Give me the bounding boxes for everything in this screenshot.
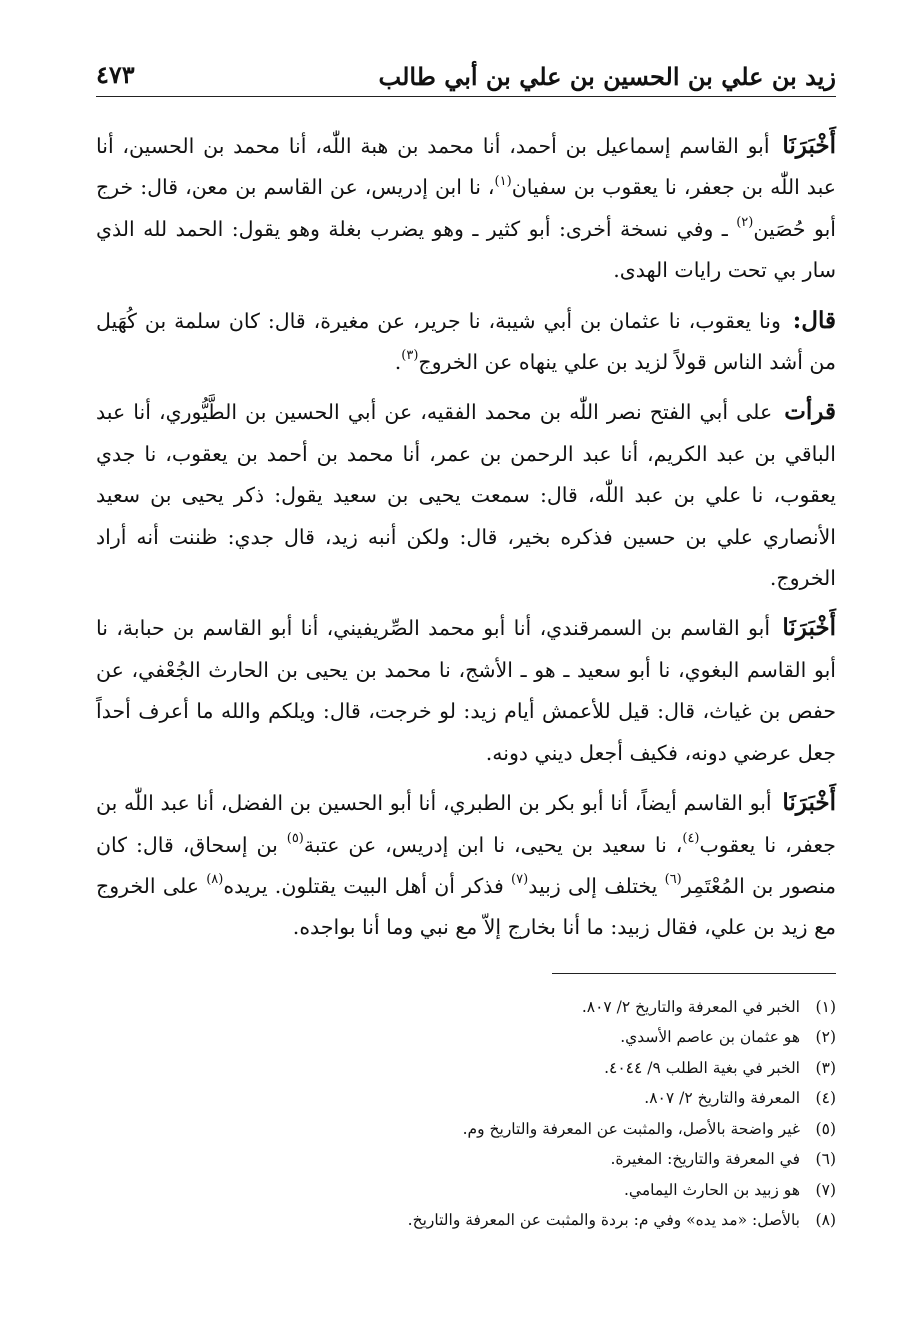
footnote-text: غير واضحة بالأصل، والمثبت عن المعرفة والتاريخ وم. — [462, 1119, 800, 1138]
footnote-number: (٨) — [815, 1211, 836, 1230]
footnote — [96, 992, 836, 1023]
paragraph-text: أبو القاسم بن السمرقندي، أنا أبو محمد الصِّريفيني، أنا أبو القاسم بن حبابة، نا أبو القاسم البغوي، نا أبو سعيد ـ هو ـ الأشج، نا محمد بن يحيى بن الحارث الجُعْفي، عن حفص بن غياث، قال: قيل للأعمش أيام زيد: لو خرجت، قال: ويلكم والله ما أعرف أحداً جعل عرضي دونه، فكيف أجعل ديني دونه. — [96, 616, 836, 765]
footnote-number: (١) — [815, 997, 836, 1016]
paragraph-text: على الخروج مع زيد بن علي، فقال زبيد: ما أنا بخارج إلاّ مع نبي وما أنا بواجده. — [96, 873, 836, 940]
footnote — [96, 1205, 836, 1236]
footnote-number: (٣) — [815, 1058, 836, 1077]
paragraph-lead: قال: — [792, 306, 836, 334]
footnote-text: بالأصل: «مد يده» وفي م: بردة والمثبت عن المعرفة والتاريخ. — [407, 1211, 800, 1230]
footnote-ref[interactable]: (٤) — [682, 830, 700, 846]
paragraph — [96, 391, 836, 599]
footnote — [96, 1053, 836, 1084]
footnote — [96, 1083, 836, 1114]
paragraph — [96, 782, 836, 949]
paragraph-text: ـ وفي نسخة أخرى: أبو كثير ـ وهو يضرب بغلة وهو يقول: الحمد لله الذي سار بي تحت رايات الهدى. — [96, 216, 836, 283]
paragraph-text: على أبي الفتح نصر اللّٰه بن محمد الفقيه، عن أبي الحسين بن الطَّيُّوري، أنا عبد الباقي بن عبد الكريم، أنا عبد الرحمن بن عمر، أنا محمد بن أحمد بن يعقوب، نا جدي يعقوب، نا علي بن عبد اللّٰه، قال: سمعت يحيى بن سعيد يقول: ذكر يحيى بن سعيد الأنصاري علي بن حسين فذكره بخير، قال: ولكن أنبه زيد، قال جدي: ظننت أنه أراد الخروج. — [96, 400, 836, 591]
footnote-text: هو عثمان بن عاصم الأسدي. — [620, 1028, 800, 1047]
page-number: ٤٧٣ — [96, 60, 135, 89]
footnote-ref[interactable]: (٥) — [286, 830, 304, 846]
footnote-text: الخبر في بغية الطلب ٩/ ٤٠٤٤. — [604, 1058, 800, 1077]
paragraph-lead: أَخْبَرَنَا — [782, 614, 836, 642]
footnote — [96, 1022, 836, 1053]
footnote-separator — [552, 973, 836, 974]
footnote-ref[interactable]: (٢) — [736, 214, 754, 230]
footnote-ref[interactable]: (٧) — [511, 872, 529, 888]
paragraph-text: يختلف إلى زبيد — [528, 873, 665, 898]
footnote-number: (٦) — [815, 1150, 836, 1169]
paragraph-text: أبو القاسم أيضاً، أنا أبو بكر بن الطبري، أنا أبو الحسين بن الفضل، أنا عبد اللّٰه بن جعفر، نا يعقوب — [96, 791, 836, 857]
footnote-text: هو زبيد بن الحارث اليمامي. — [624, 1180, 800, 1199]
footnote-number: (٤) — [815, 1089, 836, 1108]
footnote-text: في المعرفة والتاريخ: المغيرة. — [610, 1150, 800, 1169]
paragraph-lead: أَخْبَرَنَا — [782, 789, 836, 817]
paragraph-text: أبو القاسم إسماعيل بن أحمد، أنا محمد بن هبة اللّٰه، أنا محمد بن الحسين، أنا عبد اللّٰه بن جعفر، نا يعقوب بن سفيان — [96, 134, 836, 200]
footnote-text: الخبر في المعرفة والتاريخ ٢/ ٨٠٧. — [581, 997, 800, 1016]
footnote-number: (٢) — [815, 1028, 836, 1047]
main-text — [96, 125, 836, 949]
paragraph-text: ونا يعقوب، نا عثمان بن أبي شيبة، نا جرير، عن مغيرة، قال: كان سلمة بن كُهَيل من أشد الناس قولاً لزيد بن علي ينهاه عن الخروج — [96, 308, 836, 375]
running-title: زيد بن علي بن الحسين بن علي بن أبي طالب — [378, 62, 836, 91]
footnote-number: (٧) — [815, 1180, 836, 1199]
paragraph — [96, 125, 836, 292]
paragraph — [96, 300, 836, 384]
paragraph-lead: قرأت — [784, 398, 836, 426]
footnote-ref[interactable]: (٣) — [401, 348, 419, 364]
paragraph-text: . — [394, 350, 402, 375]
footnote-number: (٥) — [815, 1119, 836, 1138]
paragraph-text: فذكر أن أهل البيت يقتلون. يريده — [223, 873, 512, 898]
paragraph-text: بن إسحاق، قال: كان منصور بن المُعْتَمِر — [96, 832, 836, 898]
footnote — [96, 1175, 836, 1206]
footnote-ref[interactable]: (٦) — [664, 872, 682, 888]
footnote-ref[interactable]: (١) — [494, 173, 512, 189]
paragraph-lead: أَخْبَرَنَا — [782, 132, 836, 159]
paragraph-text: ، نا سعيد بن يحيى، نا ابن إدريس، عن عتبة — [303, 832, 683, 857]
book-page — [96, 52, 836, 1312]
footnote-text: المعرفة والتاريخ ٢/ ٨٠٧. — [644, 1089, 800, 1108]
footnote-ref[interactable]: (٨) — [206, 872, 224, 888]
footnotes — [96, 992, 836, 1236]
paragraph — [96, 607, 836, 774]
footnote — [96, 1144, 836, 1175]
page-header — [96, 52, 836, 97]
paragraph-text: ، نا ابن إدريس، عن القاسم بن معن، قال: خرج أبو حُصَين — [96, 175, 836, 241]
footnote — [96, 1114, 836, 1145]
